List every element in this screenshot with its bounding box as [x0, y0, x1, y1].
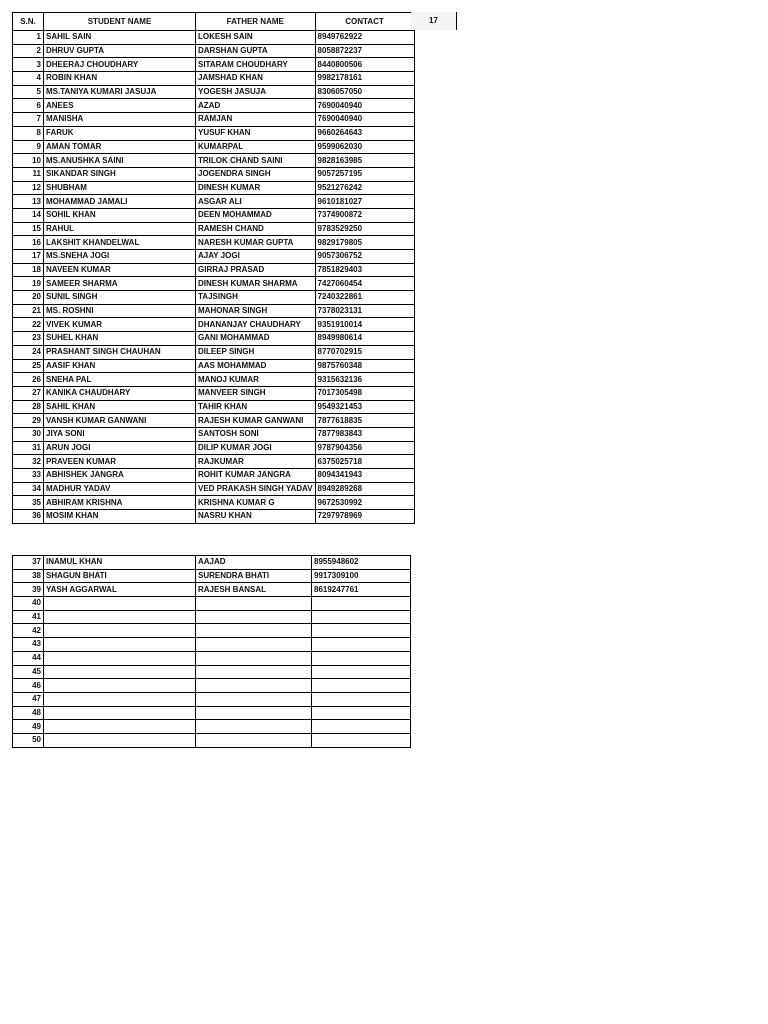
father-name-cell: MAHONAR SINGH — [196, 304, 316, 318]
table-row — [13, 113, 415, 127]
row-sn: 29 — [13, 414, 44, 428]
contact-cell: 7017305498 — [315, 386, 414, 400]
father-name-cell: TRILOK CHAND SAINI — [196, 154, 316, 168]
father-name-cell: KRISHNA KUMAR G — [196, 496, 316, 510]
student-name-cell: ROBIN KHAN — [44, 72, 196, 86]
father-name-cell: RAMESH CHAND — [196, 222, 316, 236]
student-name-cell — [44, 624, 196, 638]
student-name-cell — [44, 733, 196, 747]
table-row — [13, 154, 415, 168]
table-row — [13, 167, 415, 181]
table-row — [13, 208, 415, 222]
table-row — [13, 386, 415, 400]
student-name-cell: SHAGUN BHATI — [44, 569, 196, 583]
student-name-cell — [44, 706, 196, 720]
table-row — [13, 624, 411, 638]
contact-cell: 8094341943 — [315, 469, 414, 483]
table-row — [13, 556, 411, 570]
row-sn: 50 — [13, 733, 44, 747]
student-name-cell: MS.TANIYA KUMARI JASUJA — [44, 85, 196, 99]
father-name-cell: GIRRAJ PRASAD — [196, 263, 316, 277]
contact-cell: 7427060454 — [315, 277, 414, 291]
table-row — [13, 250, 415, 264]
father-name-cell: AJAY JOGI — [196, 250, 316, 264]
header-sn: S.N. — [13, 13, 44, 31]
table-row — [13, 277, 415, 291]
father-name-cell: SITARAM CHOUDHARY — [196, 58, 316, 72]
student-name-cell: AASIF KHAN — [44, 359, 196, 373]
contact-cell: 9057257195 — [315, 167, 414, 181]
father-name-cell — [196, 692, 312, 706]
father-name-cell: DINESH KUMAR SHARMA — [196, 277, 316, 291]
row-sn: 46 — [13, 679, 44, 693]
table-row — [13, 126, 415, 140]
father-name-cell: LOKESH SAIN — [196, 31, 316, 45]
contact-cell: 9549321453 — [315, 400, 414, 414]
row-sn: 42 — [13, 624, 44, 638]
student-table-primary — [12, 12, 415, 524]
table-row — [13, 610, 411, 624]
contact-cell: 8058872237 — [315, 44, 414, 58]
contact-cell — [312, 610, 411, 624]
table-row — [13, 469, 415, 483]
student-name-cell: YASH AGGARWAL — [44, 583, 196, 597]
side-count-cell: 17 — [411, 12, 457, 30]
row-sn: 34 — [13, 482, 44, 496]
table-row — [13, 496, 415, 510]
father-name-cell: MANVEER SINGH — [196, 386, 316, 400]
row-sn: 22 — [13, 318, 44, 332]
row-sn: 2 — [13, 44, 44, 58]
row-sn: 7 — [13, 113, 44, 127]
table-row — [13, 733, 411, 747]
father-name-cell: DEEN MOHAMMAD — [196, 208, 316, 222]
contact-cell: 9829179805 — [315, 236, 414, 250]
table-row — [13, 651, 411, 665]
student-name-cell: SUNIL SINGH — [44, 291, 196, 305]
row-sn: 6 — [13, 99, 44, 113]
table-row — [13, 318, 415, 332]
row-sn: 26 — [13, 373, 44, 387]
contact-cell: 8306057050 — [315, 85, 414, 99]
table-row — [13, 291, 415, 305]
table-row — [13, 236, 415, 250]
student-name-cell: DHRUV GUPTA — [44, 44, 196, 58]
student-name-cell: ABHISHEK JANGRA — [44, 469, 196, 483]
contact-cell — [312, 597, 411, 611]
father-name-cell — [196, 720, 312, 734]
table-row — [13, 400, 415, 414]
student-name-cell — [44, 692, 196, 706]
contact-cell: 8955948602 — [312, 556, 411, 570]
table-row — [13, 72, 415, 86]
table-row — [13, 359, 415, 373]
student-name-cell: DHEERAJ CHOUDHARY — [44, 58, 196, 72]
table-row — [13, 720, 411, 734]
table-row — [13, 85, 415, 99]
student-name-cell: SUHEL KHAN — [44, 332, 196, 346]
father-name-cell: DHANANJAY CHAUDHARY — [196, 318, 316, 332]
contact-cell: 9599062030 — [315, 140, 414, 154]
table-row — [13, 222, 415, 236]
student-name-cell — [44, 651, 196, 665]
father-name-cell — [196, 665, 312, 679]
row-sn: 16 — [13, 236, 44, 250]
student-name-cell: INAMUL KHAN — [44, 556, 196, 570]
row-sn: 48 — [13, 706, 44, 720]
father-name-cell — [196, 733, 312, 747]
table-row — [13, 569, 411, 583]
row-sn: 30 — [13, 427, 44, 441]
student-name-cell: ABHIRAM KRISHNA — [44, 496, 196, 510]
table-row — [13, 181, 415, 195]
father-name-cell: VED PRAKASH SINGH YADAV — [196, 482, 316, 496]
student-name-cell: NAVEEN KUMAR — [44, 263, 196, 277]
contact-cell: 9057306752 — [315, 250, 414, 264]
student-name-cell: MANISHA — [44, 113, 196, 127]
row-sn: 49 — [13, 720, 44, 734]
table-row — [13, 665, 411, 679]
father-name-cell: ROHIT KUMAR JANGRA — [196, 469, 316, 483]
table-row — [13, 414, 415, 428]
table-row — [13, 441, 415, 455]
student-name-cell: SNEHA PAL — [44, 373, 196, 387]
contact-cell: 8619247761 — [312, 583, 411, 597]
table-row — [13, 679, 411, 693]
row-sn: 13 — [13, 195, 44, 209]
contact-cell: 6375025718 — [315, 455, 414, 469]
contact-cell — [312, 679, 411, 693]
table-row — [13, 482, 415, 496]
student-name-cell — [44, 610, 196, 624]
father-name-cell: DINESH KUMAR — [196, 181, 316, 195]
student-name-cell: AMAN TOMAR — [44, 140, 196, 154]
student-name-cell: VIVEK KUMAR — [44, 318, 196, 332]
header-contact: CONTACT — [315, 13, 414, 31]
row-sn: 25 — [13, 359, 44, 373]
table-row — [13, 510, 415, 524]
table-row — [13, 58, 415, 72]
contact-cell — [312, 706, 411, 720]
row-sn: 8 — [13, 126, 44, 140]
row-sn: 21 — [13, 304, 44, 318]
student-name-cell: KANIKA CHAUDHARY — [44, 386, 196, 400]
table-row — [13, 597, 411, 611]
row-sn: 14 — [13, 208, 44, 222]
student-name-cell: SAMEER SHARMA — [44, 277, 196, 291]
student-name-cell: LAKSHIT KHANDELWAL — [44, 236, 196, 250]
student-name-cell: MS.ANUSHKA SAINI — [44, 154, 196, 168]
student-name-cell: MOHAMMAD JAMALI — [44, 195, 196, 209]
table-row — [13, 427, 415, 441]
father-name-cell: TAJSINGH — [196, 291, 316, 305]
father-name-cell: ASGAR ALI — [196, 195, 316, 209]
contact-cell: 8949762922 — [315, 31, 414, 45]
student-name-cell: PRASHANT SINGH CHAUHAN — [44, 345, 196, 359]
father-name-cell: JAMSHAD KHAN — [196, 72, 316, 86]
row-sn: 39 — [13, 583, 44, 597]
student-name-cell: RAHUL — [44, 222, 196, 236]
contact-cell — [312, 638, 411, 652]
table-row — [13, 692, 411, 706]
student-name-cell: MS.SNEHA JOGI — [44, 250, 196, 264]
row-sn: 31 — [13, 441, 44, 455]
father-name-cell — [196, 597, 312, 611]
father-name-cell — [196, 679, 312, 693]
contact-cell: 7378023131 — [315, 304, 414, 318]
father-name-cell: KUMARPAL — [196, 140, 316, 154]
contact-cell — [312, 665, 411, 679]
contact-cell: 7690040940 — [315, 99, 414, 113]
contact-cell — [312, 651, 411, 665]
row-sn: 27 — [13, 386, 44, 400]
father-name-cell: YOGESH JASUJA — [196, 85, 316, 99]
contact-cell — [312, 720, 411, 734]
table-header-row — [13, 13, 415, 31]
row-sn: 11 — [13, 167, 44, 181]
father-name-cell: YUSUF KHAN — [196, 126, 316, 140]
contact-cell — [312, 692, 411, 706]
table-row — [13, 373, 415, 387]
contact-cell: 7374900872 — [315, 208, 414, 222]
father-name-cell: SANTOSH SONI — [196, 427, 316, 441]
contact-cell: 9875760348 — [315, 359, 414, 373]
contact-cell: 9521276242 — [315, 181, 414, 195]
contact-cell: 9672530992 — [315, 496, 414, 510]
row-sn: 3 — [13, 58, 44, 72]
father-name-cell: GANI MOHAMMAD — [196, 332, 316, 346]
table-row — [13, 140, 415, 154]
contact-cell: 7877983843 — [315, 427, 414, 441]
contact-cell — [312, 624, 411, 638]
student-name-cell: SAHIL KHAN — [44, 400, 196, 414]
father-name-cell: AAJAD — [196, 556, 312, 570]
student-name-cell — [44, 665, 196, 679]
row-sn: 40 — [13, 597, 44, 611]
row-sn: 18 — [13, 263, 44, 277]
row-sn: 44 — [13, 651, 44, 665]
contact-cell: 8949980614 — [315, 332, 414, 346]
row-sn: 4 — [13, 72, 44, 86]
contact-cell: 9917309100 — [312, 569, 411, 583]
contact-cell: 7240322861 — [315, 291, 414, 305]
father-name-cell — [196, 624, 312, 638]
contact-cell: 9783529250 — [315, 222, 414, 236]
contact-cell: 9660264643 — [315, 126, 414, 140]
student-name-cell: SIKANDAR SINGH — [44, 167, 196, 181]
row-sn: 23 — [13, 332, 44, 346]
contact-cell: 9787904356 — [315, 441, 414, 455]
student-name-cell — [44, 720, 196, 734]
contact-cell: 9351910014 — [315, 318, 414, 332]
father-name-cell: AZAD — [196, 99, 316, 113]
table-row — [13, 99, 415, 113]
contact-cell: 9610181027 — [315, 195, 414, 209]
row-sn: 38 — [13, 569, 44, 583]
row-sn: 32 — [13, 455, 44, 469]
table-row — [13, 304, 415, 318]
contact-cell: 9828163985 — [315, 154, 414, 168]
row-sn: 9 — [13, 140, 44, 154]
row-sn: 17 — [13, 250, 44, 264]
table-row — [13, 455, 415, 469]
father-name-cell: RAJESH KUMAR GANWANI — [196, 414, 316, 428]
contact-cell: 9315632136 — [315, 373, 414, 387]
row-sn: 33 — [13, 469, 44, 483]
contact-cell: 7851829403 — [315, 263, 414, 277]
father-name-cell: DILEEP SINGH — [196, 345, 316, 359]
student-name-cell: ANEES — [44, 99, 196, 113]
father-name-cell: RAJESH BANSAL — [196, 583, 312, 597]
contact-cell: 9982178161 — [315, 72, 414, 86]
contact-cell: 8949289268 — [315, 482, 414, 496]
student-name-cell — [44, 679, 196, 693]
father-name-cell: SURENDRA BHATI — [196, 569, 312, 583]
table-row — [13, 345, 415, 359]
row-sn: 36 — [13, 510, 44, 524]
student-name-cell: SOHIL KHAN — [44, 208, 196, 222]
row-sn: 1 — [13, 31, 44, 45]
header-father-name: FATHER NAME — [196, 13, 316, 31]
row-sn: 28 — [13, 400, 44, 414]
row-sn: 35 — [13, 496, 44, 510]
row-sn: 45 — [13, 665, 44, 679]
table-row — [13, 332, 415, 346]
table-row — [13, 44, 415, 58]
father-name-cell: AAS MOHAMMAD — [196, 359, 316, 373]
student-name-cell: VANSH KUMAR GANWANI — [44, 414, 196, 428]
row-sn: 15 — [13, 222, 44, 236]
contact-cell: 7297978969 — [315, 510, 414, 524]
father-name-cell: MANOJ KUMAR — [196, 373, 316, 387]
row-sn: 10 — [13, 154, 44, 168]
student-table-continued — [12, 555, 411, 748]
student-name-cell: SHUBHAM — [44, 181, 196, 195]
student-name-cell: MADHUR YADAV — [44, 482, 196, 496]
table-row — [13, 263, 415, 277]
row-sn: 20 — [13, 291, 44, 305]
father-name-cell: TAHIR KHAN — [196, 400, 316, 414]
father-name-cell: DARSHAN GUPTA — [196, 44, 316, 58]
header-student-name: STUDENT NAME — [44, 13, 196, 31]
student-name-cell: ARUN JOGI — [44, 441, 196, 455]
contact-cell: 7690040940 — [315, 113, 414, 127]
contact-cell: 8770702915 — [315, 345, 414, 359]
student-name-cell: PRAVEEN KUMAR — [44, 455, 196, 469]
table-row — [13, 638, 411, 652]
father-name-cell: NASRU KHAN — [196, 510, 316, 524]
table-row — [13, 31, 415, 45]
student-name-cell: JIYA SONI — [44, 427, 196, 441]
father-name-cell — [196, 638, 312, 652]
row-sn: 43 — [13, 638, 44, 652]
row-sn: 47 — [13, 692, 44, 706]
father-name-cell: JOGENDRA SINGH — [196, 167, 316, 181]
father-name-cell: DILIP KUMAR JOGI — [196, 441, 316, 455]
contact-cell: 7877618835 — [315, 414, 414, 428]
table-row — [13, 195, 415, 209]
student-name-cell — [44, 597, 196, 611]
student-name-cell: FARUK — [44, 126, 196, 140]
contact-cell — [312, 733, 411, 747]
row-sn: 19 — [13, 277, 44, 291]
student-name-cell — [44, 638, 196, 652]
father-name-cell: RAJKUMAR — [196, 455, 316, 469]
row-sn: 5 — [13, 85, 44, 99]
father-name-cell — [196, 610, 312, 624]
row-sn: 12 — [13, 181, 44, 195]
father-name-cell: NARESH KUMAR GUPTA — [196, 236, 316, 250]
father-name-cell: RAMJAN — [196, 113, 316, 127]
row-sn: 24 — [13, 345, 44, 359]
father-name-cell — [196, 706, 312, 720]
father-name-cell — [196, 651, 312, 665]
student-name-cell: MS. ROSHNI — [44, 304, 196, 318]
contact-cell: 8440800506 — [315, 58, 414, 72]
table-row — [13, 583, 411, 597]
row-sn: 41 — [13, 610, 44, 624]
row-sn: 37 — [13, 556, 44, 570]
student-name-cell: SAHIL SAIN — [44, 31, 196, 45]
student-name-cell: MOSIM KHAN — [44, 510, 196, 524]
table-row — [13, 706, 411, 720]
